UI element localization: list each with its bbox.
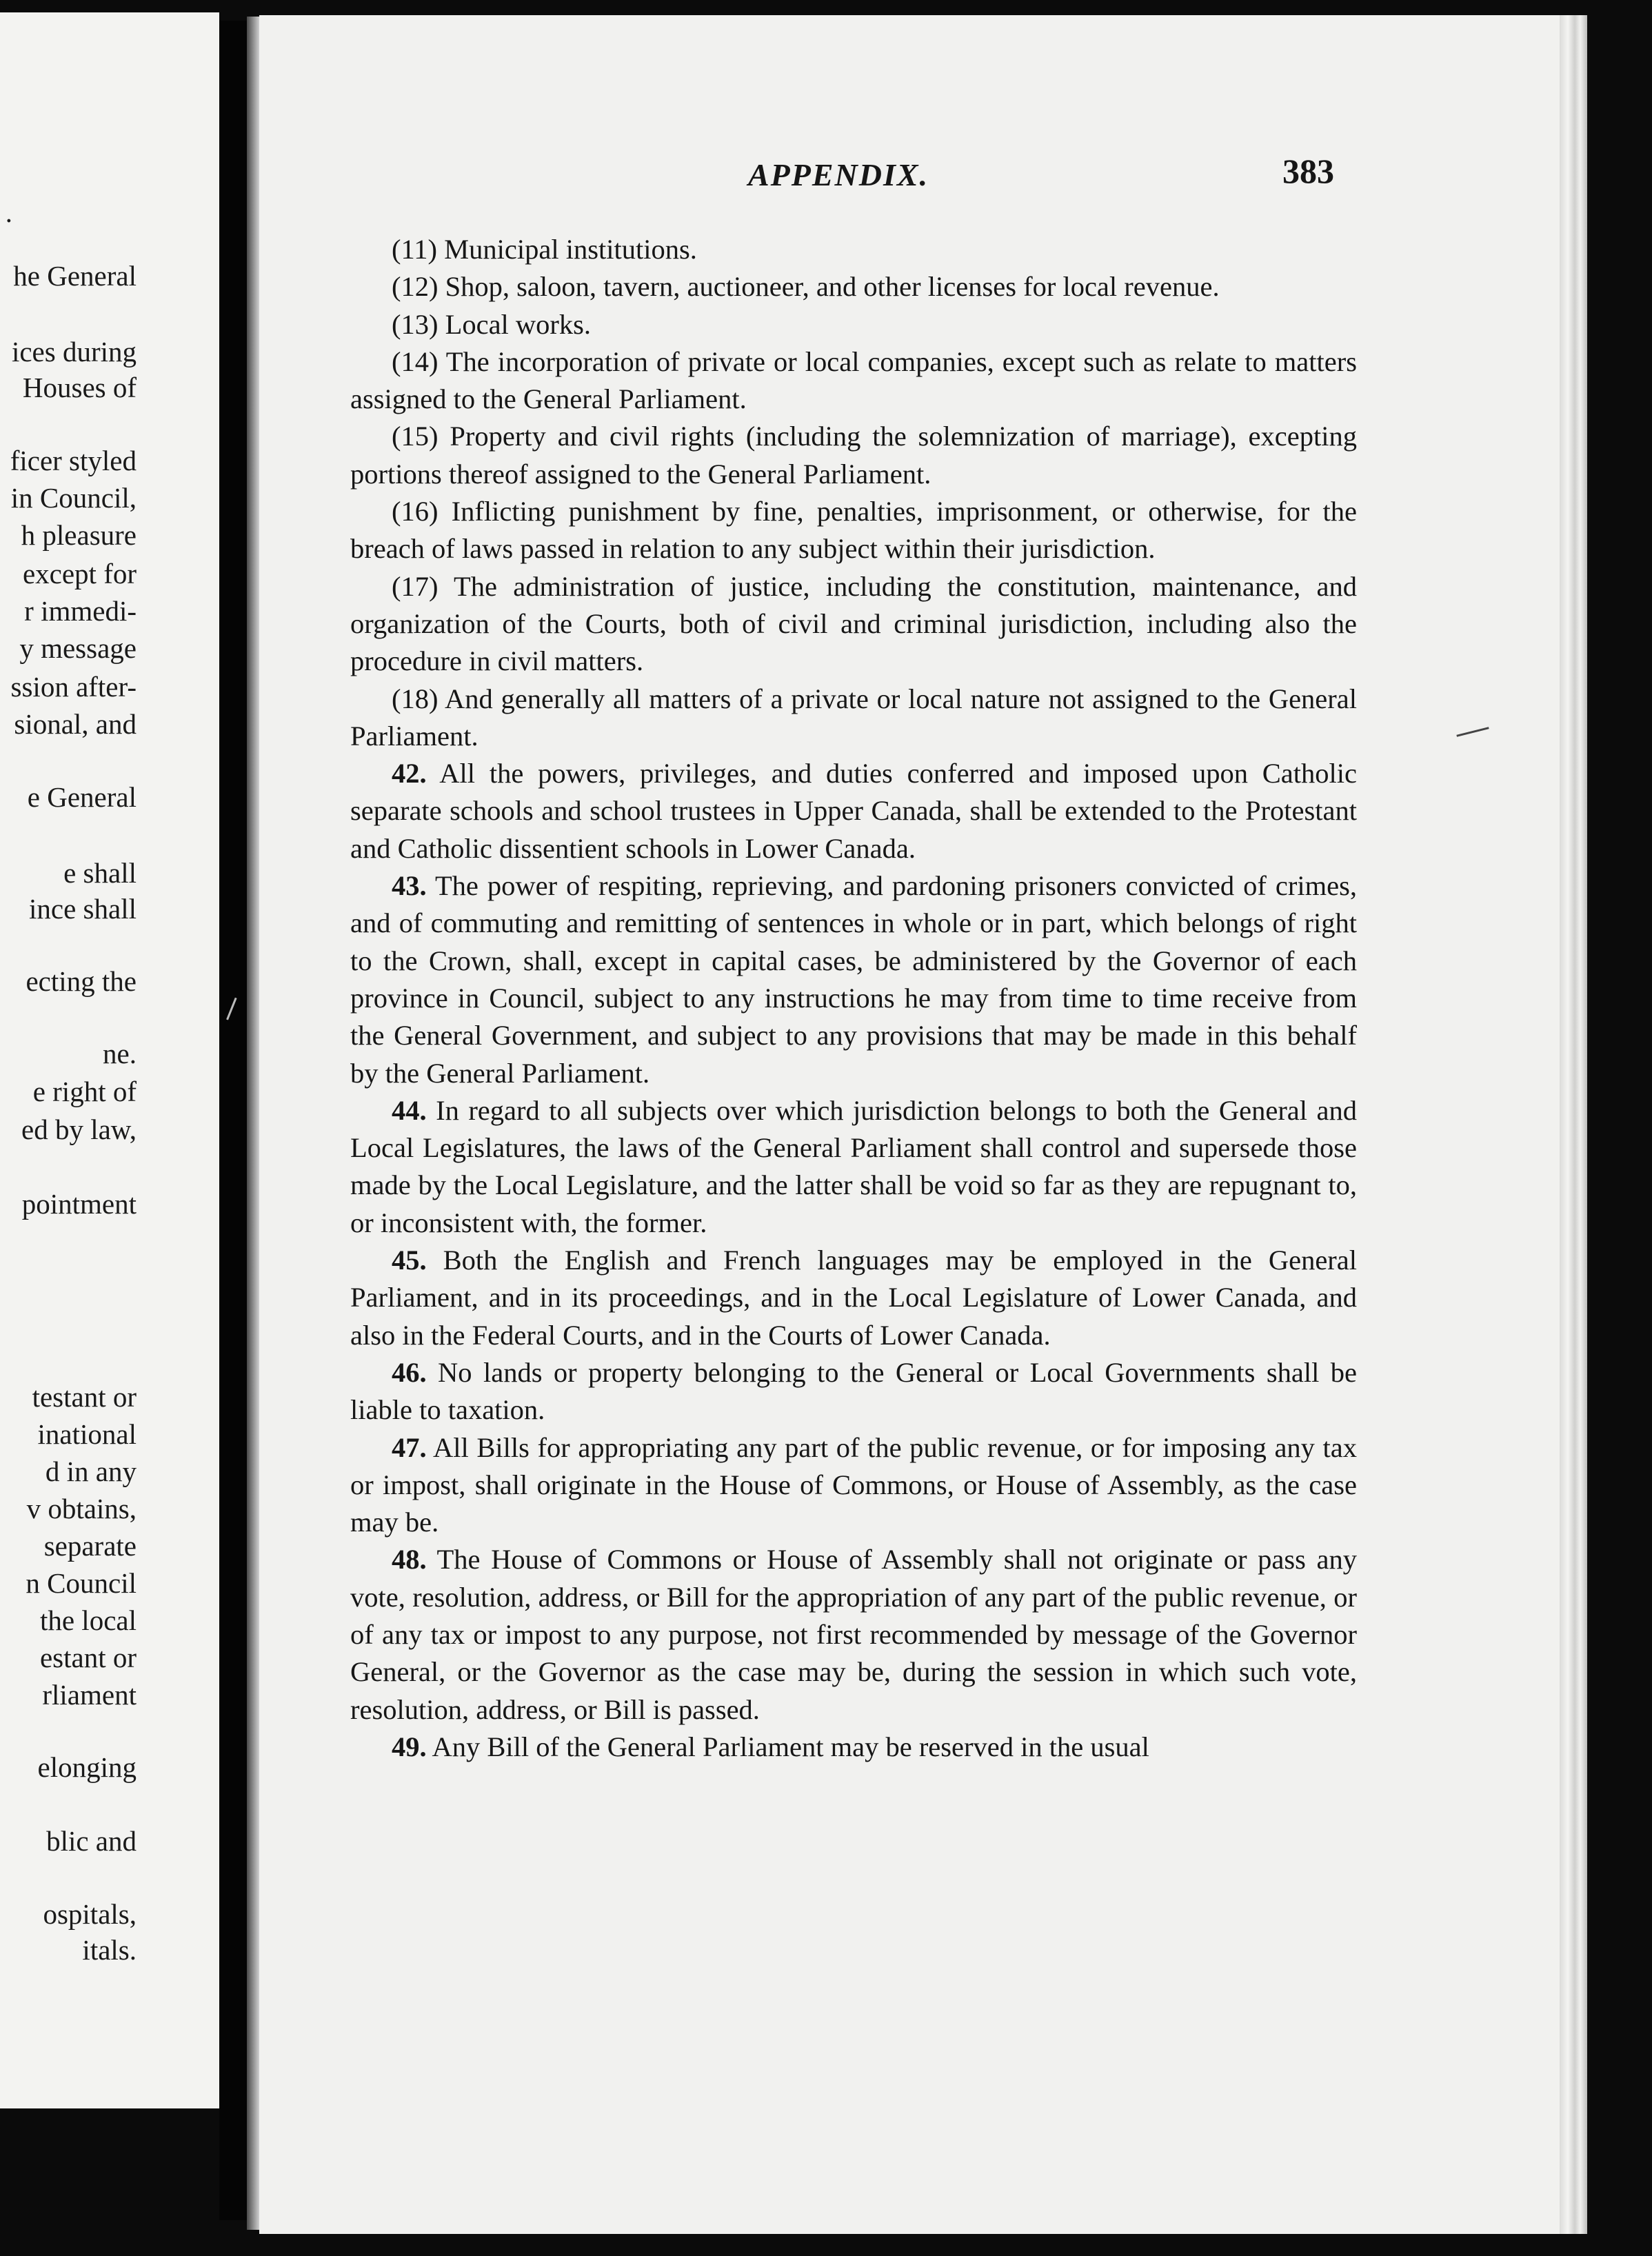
paragraph (350, 1092, 1357, 1242)
previous-page-line: itals. (82, 1934, 137, 1966)
previous-page-line: separate (43, 1530, 137, 1562)
paragraph-text: The power of respiting, reprieving, and pardoning prisoners convicted of crimes, and of commuting and remitting of sentences in whole or in part, which belongs of right to the Crown, shall, except in capital cases, be administered by the Governor of each province in Council, subject to any instructions he may from time to time receive from the General Government, and subject to any provisions that may be made in this behalf by the General Parliament. (350, 870, 1357, 1089)
previous-page-line: d in any (45, 1456, 137, 1487)
paragraph-text: (12) Shop, saloon, tavern, auctioneer, and other licenses for local revenue. (392, 271, 1220, 303)
previous-page-line: h pleasure (21, 519, 137, 551)
section-number: 47. (392, 1431, 427, 1463)
paragraph (350, 568, 1357, 681)
previous-page-line: v obtains, (26, 1493, 137, 1524)
section-number: 43. (392, 870, 427, 902)
previous-page-line: inational (37, 1418, 137, 1450)
previous-page-line: ince shall (29, 893, 137, 925)
previous-page-line: n Council (26, 1567, 137, 1599)
previous-page-line: ficer styled (10, 445, 137, 476)
paragraph (350, 1429, 1357, 1542)
paragraph (350, 755, 1357, 867)
paragraph (350, 343, 1357, 419)
section-number: 42. (392, 758, 427, 789)
section-number: 44. (392, 1094, 427, 1126)
paragraph-text: (15) Property and civil rights (including the solemnization of marriage), excepting portions thereof assigned to the General Parliament. (350, 421, 1357, 490)
paragraph (350, 1242, 1357, 1354)
paragraph-text: No lands or property belonging to the General or Local Governments shall be liable to taxation. (350, 1356, 1357, 1426)
paragraph (350, 681, 1357, 756)
paragraph (350, 1729, 1357, 1766)
paragraph-text: All Bills for appropriating any part of the public revenue, or for imposing any tax or impost, shall originate in the House of Commons, or House of Assembly, as the case may be. (350, 1431, 1358, 1538)
paragraph (350, 268, 1357, 305)
previous-page-line: estant or (39, 1642, 137, 1673)
paragraph-text: The House of Commons or House of Assembly shall not originate or pass any vote, resolution, address, or Bill for the appropriation of any part of the public revenue, or of any tax or impost to any purpose, not first recommended by message of the Governor General, or the Governor as the case may be, during the session in which such vote, resolution, address, or Bill is passed. (350, 1544, 1357, 1725)
paragraph-text: (16) Inflicting punishment by fine, penalties, imprisonment, or otherwise, for the breach of laws passed in relation to any subject within their jurisdiction. (350, 496, 1357, 565)
previous-page-line: elonging (37, 1751, 137, 1783)
previous-page-line: blic and (46, 1825, 137, 1857)
previous-page-line: pointment (21, 1188, 137, 1220)
previous-page-line: sional, and (14, 708, 137, 740)
paragraph (350, 1354, 1357, 1429)
paragraph (350, 493, 1357, 568)
section-number: 46. (392, 1356, 427, 1388)
paragraph (350, 418, 1357, 493)
previous-page-line: rliament (42, 1679, 137, 1711)
previous-page-line: in Council, (10, 482, 137, 514)
paragraph (350, 306, 1357, 343)
book-gutter (219, 21, 247, 2220)
previous-page-line: . (5, 197, 12, 228)
previous-page-line: e right of (32, 1076, 137, 1107)
paragraph (350, 231, 1357, 268)
gutter-shadow (247, 17, 259, 2230)
previous-page-line: testant or (32, 1381, 137, 1413)
paragraph-text: (18) And generally all matters of a private or local nature not assigned to the General Parliament. (350, 683, 1357, 752)
paragraph-text: In regard to all subjects over which jurisdiction belongs to both the General and Local Legislatures, the laws of the General Parliament shall control and supersede those made by the Local Legislature, and the latter shall be void so far as they are repugnant to, or inconsistent with, the former. (350, 1094, 1357, 1238)
page-edge (1560, 15, 1587, 2234)
previous-page-fragment (0, 12, 219, 2108)
paragraph-text: (14) The incorporation of private or local companies, except such as relate to matters assigned to the General Parliament. (350, 345, 1357, 415)
paragraph-text: Both the English and French languages may be employed in the General Parliament, and in its proceedings, and in the Local Legislature of Lower Canada, and also in the Federal Courts, and in the Courts of Lower Canada. (350, 1245, 1358, 1351)
previous-page-line: except for (22, 558, 137, 590)
paragraph-text: Any Bill of the General Parliament may be reserved in the usual (432, 1731, 1149, 1762)
running-head: APPENDIX. (748, 157, 929, 192)
previous-page-line: he General (13, 260, 137, 292)
previous-page-line: ne. (103, 1038, 137, 1069)
section-number: 45. (392, 1245, 427, 1276)
paragraph (350, 1541, 1357, 1728)
previous-page-line: ssion after- (10, 671, 137, 703)
previous-page-line: ed by law, (21, 1114, 137, 1145)
paragraph-text: All the powers, privileges, and duties conferred and imposed upon Catholic separate schools and school trustees in Upper Canada, shall be extended to the Protestant and Catholic dissentient schools in Lower Canada. (350, 758, 1358, 864)
page-body (350, 231, 1357, 1766)
previous-page-line: the local (39, 1604, 137, 1636)
paragraph-text: (13) Local works. (392, 308, 592, 340)
previous-page-line: y message (19, 632, 137, 664)
section-number: 49. (392, 1731, 427, 1762)
previous-page-line: r immedi- (24, 595, 137, 627)
previous-page-line: e General (27, 781, 137, 813)
paragraph-text: (17) The administration of justice, including the constitution, maintenance, and organization of the Courts, both of civil and criminal jurisdiction, including also the procedure in civil matters. (350, 570, 1357, 677)
section-number: 48. (392, 1544, 427, 1575)
paragraph (350, 867, 1357, 1092)
previous-page-line: e shall (63, 857, 137, 889)
previous-page-line: ices during (11, 336, 137, 367)
previous-page-line: ospitals, (43, 1898, 137, 1930)
paragraph-text: (11) Municipal institutions. (392, 234, 697, 265)
previous-page-line: Houses of (22, 372, 137, 403)
page-number: 383 (1282, 152, 1334, 190)
previous-page-line: ecting the (26, 965, 137, 997)
